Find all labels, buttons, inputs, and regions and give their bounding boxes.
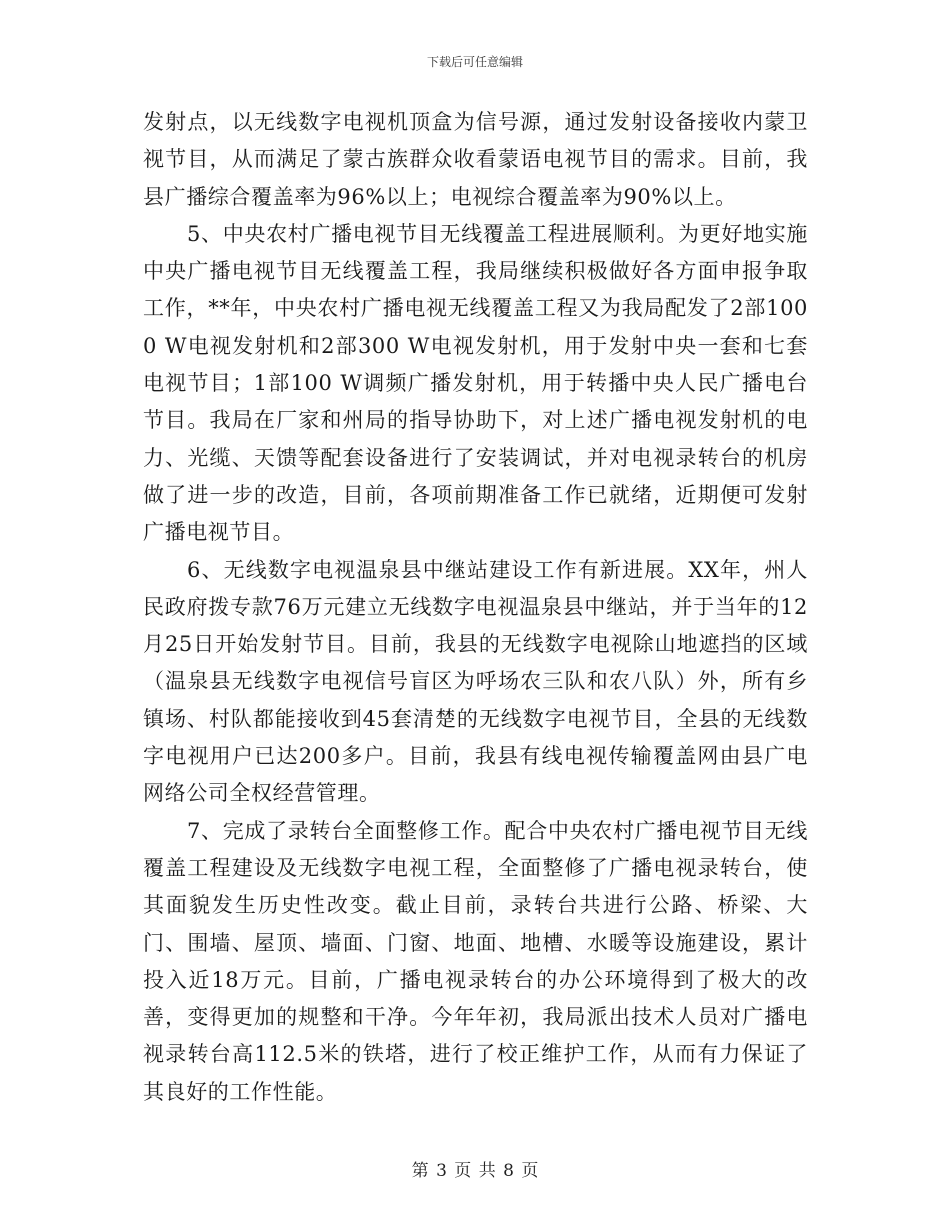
paragraph-1: 发射点，以无线数字电视机顶盒为信号源，通过发射设备接收内蒙卫视节目，从而满足了蒙古族群众收看蒙语电视节目的需求。目前，我县广播综合覆盖率为96%以上；电视综合覆盖率为90%以上。	[143, 110, 808, 209]
paragraph-2: 5、中央农村广播电视节目无线覆盖工程进展顺利。为更好地实施中央广播电视节目无线覆盖工程，我局继续积极做好各方面申报争取工作，**年，中央农村广播电视无线覆盖工程又为我局配发了2部1000 W电视发射机和2部300 W电视发射机，用于发射中央一套和七套电视节目；1部100 W调频广播发射机，用于转播中央人民广播电台节目。我局在厂家和州局的指导协助下，对上述广播电视发射机的电力、光缆、天馈等配套设备进行了安装调试，并对电视录转台的机房做了进一步的改造，目前，各项前期准备工作已就绪，近期便可发射广播电视节目。	[143, 221, 808, 545]
page-header: 下载后可任意编辑	[426, 55, 523, 69]
paragraph-3: 6、无线数字电视温泉县中继站建设工作有新进展。XX年，州人民政府拨专款76万元建立无线数字电视温泉县中继站，并于当年的12月25日开始发射节目。目前，我县的无线数字电视除山地遮挡的区域（温泉县无线数字电视信号盲区为呼场农三队和农八队）外，所有乡镇场、村队都能接收到45套清楚的无线数字电视节目，全县的无线数字电视用户已达200多户。目前，我县有线电视传输覆盖网由县广电网络公司全权经营管理。	[143, 557, 808, 806]
page-number-footer: 第 3 页 共 8 页	[411, 1161, 539, 1181]
paragraph-4: 7、完成了录转台全面整修工作。配合中央农村广播电视节目无线覆盖工程建设及无线数字电视工程，全面整修了广播电视录转台，使其面貌发生历史性改变。截止目前，录转台共进行公路、桥梁、大门、围墙、屋顶、墙面、门窗、地面、地槽、水暖等设施建设，累计投入近18万元。目前，广播电视录转台的办公环境得到了极大的改善，变得更加的规整和干净。今年年初，我局派出技术人员对广播电视录转台高112.5米的铁塔，进行了校正维护工作，从而有力保证了其良好的工作性能。	[143, 818, 808, 1104]
document-body	[143, 104, 808, 1111]
